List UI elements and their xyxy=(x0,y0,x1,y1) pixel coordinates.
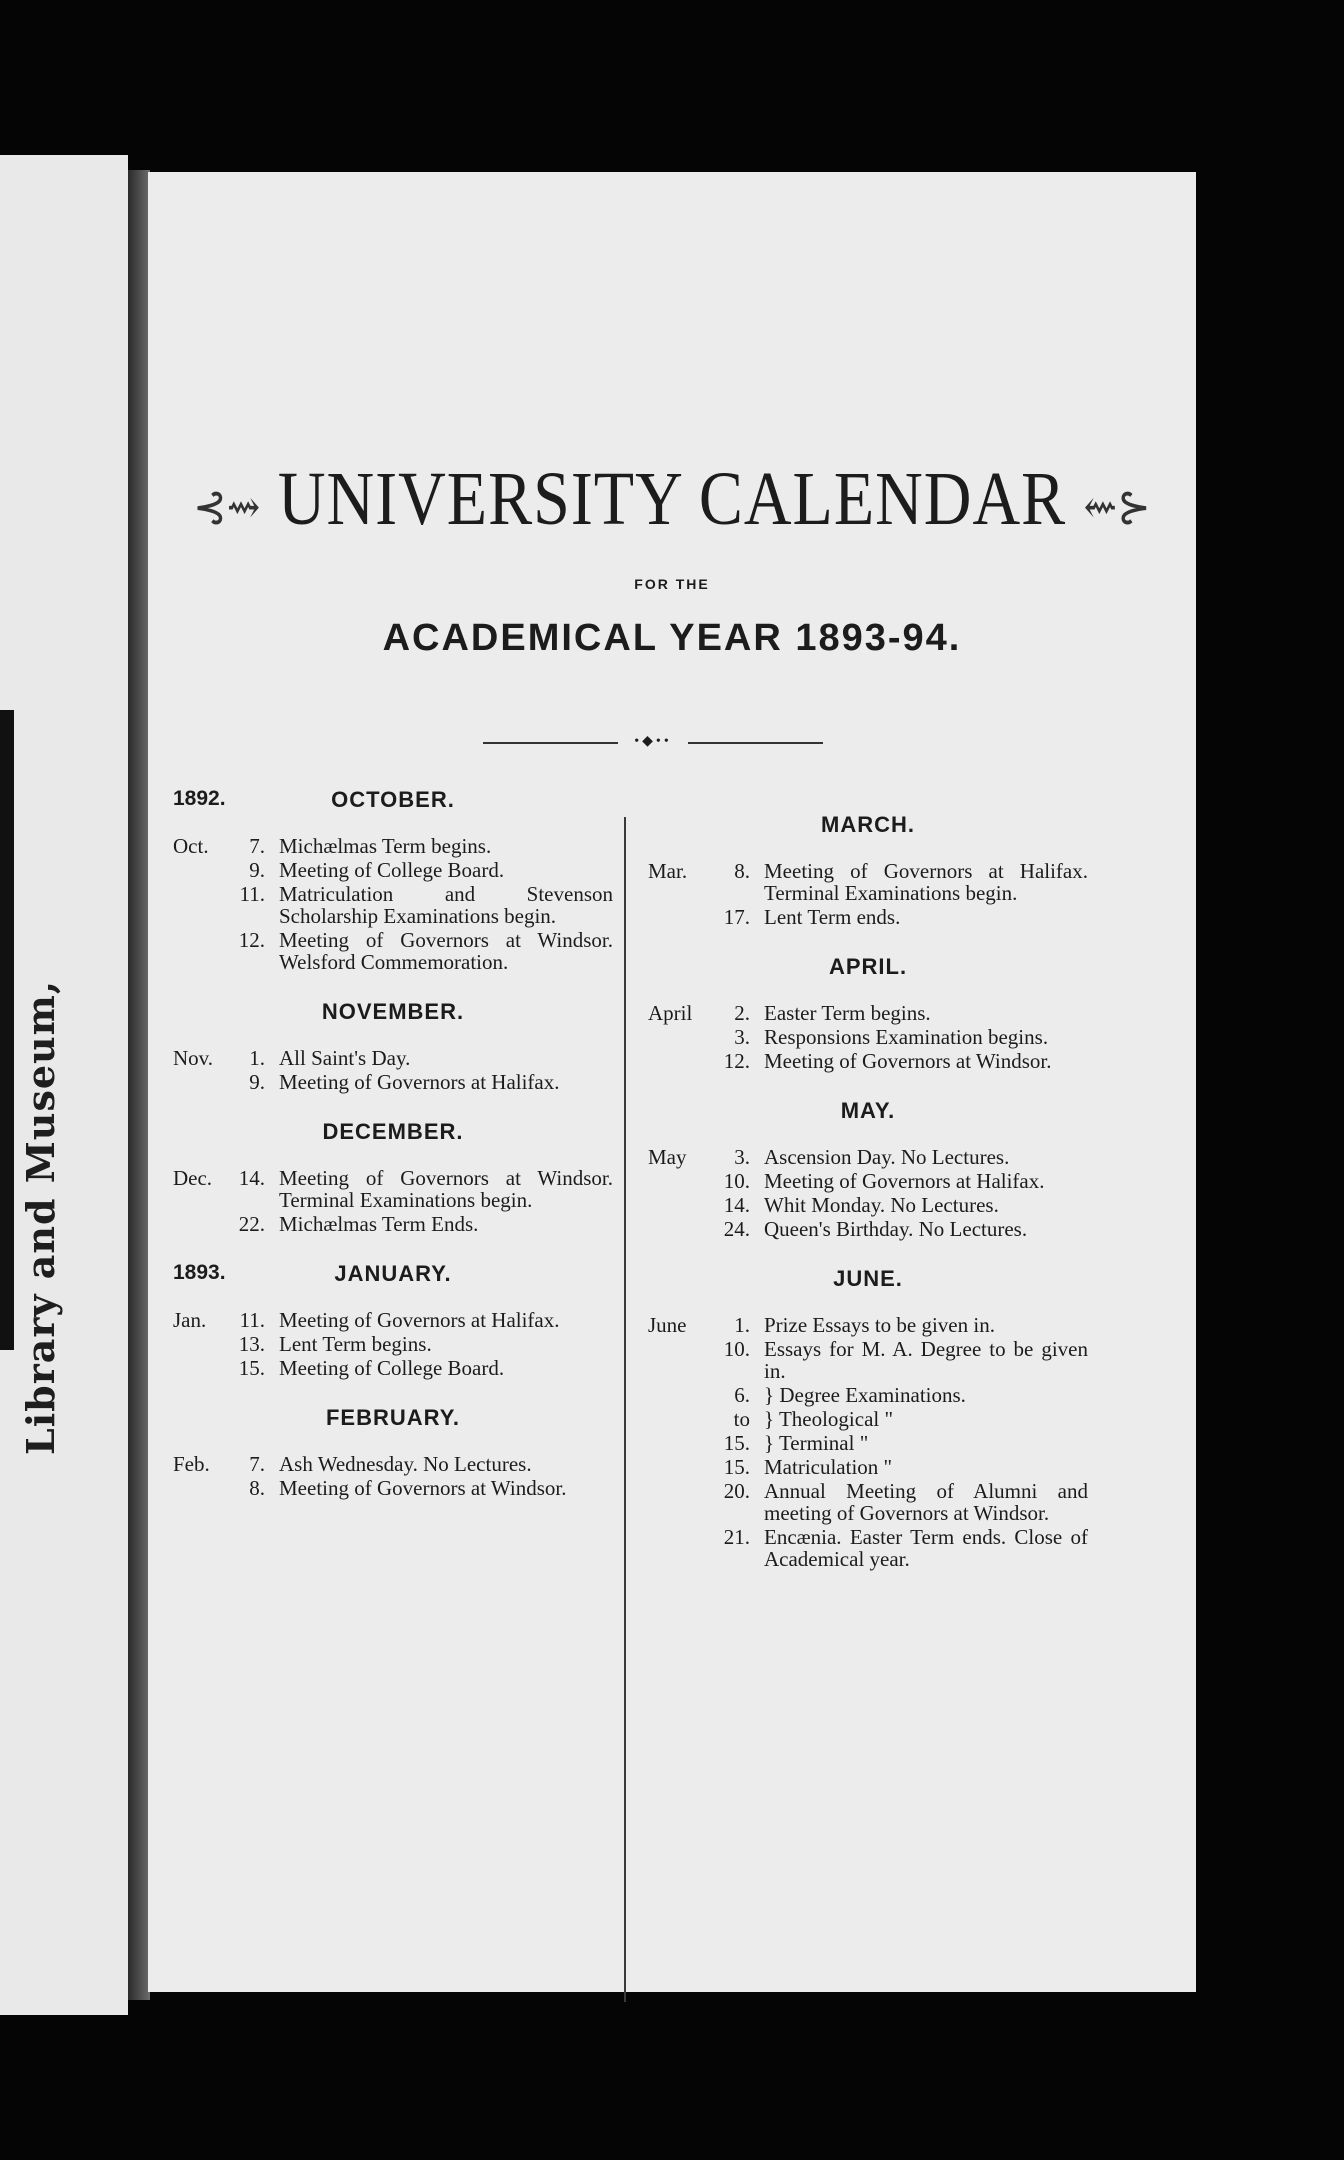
month-heading-row xyxy=(648,1266,1088,1296)
entry-text: } Terminal " xyxy=(764,1431,869,1455)
calendar-entry xyxy=(648,1050,1088,1072)
entry-day: 1. xyxy=(734,1313,750,1337)
column-divider xyxy=(624,817,626,2002)
entry-text: Meeting of College Board. xyxy=(279,1356,505,1380)
month-heading: MARCH. xyxy=(821,812,915,837)
calendar-entry xyxy=(173,1357,613,1379)
entry-month: Jan. xyxy=(173,1308,207,1332)
entry-month: Oct. xyxy=(173,834,209,858)
calendar-entry xyxy=(648,1026,1088,1048)
entry-text: Meeting of Governors at Halifax. xyxy=(279,1070,560,1094)
entry-day: 6. xyxy=(734,1383,750,1407)
calendar-page xyxy=(148,172,1196,1992)
entry-day: 12. xyxy=(238,928,265,952)
entry-month xyxy=(173,929,235,973)
entry-text: Easter Term begins. xyxy=(764,1001,931,1025)
entry-day: 9. xyxy=(249,858,265,882)
month-heading-row xyxy=(173,1261,613,1291)
entry-day: to xyxy=(733,1407,750,1431)
entry-month xyxy=(648,1480,720,1524)
page-title: UNIVERSITY CALENDAR xyxy=(277,457,1067,542)
entry-month xyxy=(173,883,235,927)
calendar-entry xyxy=(648,1314,1088,1336)
entry-month: Nov. xyxy=(173,1046,214,1070)
entry-text: Lent Term ends. xyxy=(764,905,901,929)
entry-text: Queen's Birthday. No Lectures. xyxy=(764,1217,1028,1241)
entry-month xyxy=(648,1338,720,1382)
entry-day: 15. xyxy=(238,1356,265,1380)
entry-day: 21. xyxy=(723,1525,750,1549)
entry-text: Annual Meeting of Alumni and meeting of Governors at Windsor. xyxy=(764,1479,1088,1525)
calendar-entry xyxy=(173,1333,613,1355)
entry-day: 22. xyxy=(238,1212,265,1236)
entry-text: } Theological " xyxy=(764,1407,894,1431)
calendar-entry xyxy=(648,1384,1088,1406)
month-heading-row xyxy=(173,787,613,817)
calendar-entry xyxy=(648,1480,1088,1524)
entry-text: Meeting of Governors at Windsor. xyxy=(279,1476,567,1500)
entry-month xyxy=(173,1477,235,1499)
entry-month xyxy=(173,1071,235,1093)
entry-day: 11. xyxy=(239,1308,265,1332)
page-subtitle: ACADEMICAL YEAR 1893-94. xyxy=(382,617,962,659)
calendar-entry xyxy=(648,1408,1088,1430)
entry-day: 3. xyxy=(734,1145,750,1169)
month-heading: APRIL. xyxy=(828,954,908,979)
entry-month xyxy=(648,1526,720,1570)
entry-month xyxy=(173,859,235,881)
spine-text: Library and Museum, xyxy=(18,979,63,1455)
rule-ornament-icon: •◆•• xyxy=(618,733,688,750)
calendar-entry xyxy=(648,1218,1088,1240)
calendar-entry xyxy=(173,1167,613,1211)
entry-text: } Degree Examinations. xyxy=(764,1383,966,1407)
calendar-entry xyxy=(173,1309,613,1331)
entry-text: Whit Monday. No Lectures. xyxy=(764,1193,999,1217)
calendar-entry xyxy=(648,1002,1088,1024)
entry-day: 8. xyxy=(249,1476,265,1500)
entry-month xyxy=(173,1333,235,1355)
calendar-entry xyxy=(173,859,613,881)
calendar-entry xyxy=(648,1432,1088,1454)
calendar-entry xyxy=(648,1338,1088,1382)
calendar-entry xyxy=(173,1213,613,1235)
calendar-entry xyxy=(173,883,613,927)
calendar-entry xyxy=(648,860,1088,904)
entry-month: June xyxy=(648,1313,687,1337)
entry-month xyxy=(648,1026,720,1048)
calendar-entry xyxy=(648,1194,1088,1216)
entry-text: Meeting of Governors at Windsor. Terminal Examinations begin. xyxy=(279,1166,613,1212)
entry-day: 15. xyxy=(723,1431,750,1455)
calendar-entry xyxy=(648,1526,1088,1570)
month-heading: DECEMBER. xyxy=(322,1119,464,1144)
title-row xyxy=(148,456,1196,543)
entry-text: Lent Term begins. xyxy=(279,1332,432,1356)
entry-text: Matriculation and Stevenson Scholarship Examinations begin. xyxy=(279,882,613,928)
entry-day: 20. xyxy=(723,1479,750,1503)
entry-month xyxy=(173,1213,235,1235)
entry-text: Meeting of Governors at Halifax. Terminal Examinations begin. xyxy=(764,859,1088,905)
entry-text: Meeting of Governors at Halifax. xyxy=(764,1169,1045,1193)
entry-month xyxy=(648,906,720,928)
entry-day: 2. xyxy=(734,1001,750,1025)
entry-month xyxy=(648,1408,720,1430)
entry-day: 14. xyxy=(238,1166,265,1190)
entry-month: Mar. xyxy=(648,859,688,883)
month-heading: JUNE. xyxy=(833,1266,903,1291)
left-ornament-icon: ⊰⇝ xyxy=(193,480,261,533)
entry-day: 9. xyxy=(249,1070,265,1094)
entry-text: Encænia. Easter Term ends. Close of Academical year. xyxy=(764,1525,1088,1571)
calendar-entry xyxy=(648,1170,1088,1192)
month-heading: NOVEMBER. xyxy=(321,999,465,1024)
entry-day: 1. xyxy=(249,1046,265,1070)
calendar-entry xyxy=(173,1071,613,1093)
entry-text: Responsions Examination begins. xyxy=(764,1025,1049,1049)
entry-day: 3. xyxy=(734,1025,750,1049)
entry-day: 7. xyxy=(249,1452,265,1476)
entry-text: Michælmas Term Ends. xyxy=(279,1212,479,1236)
entry-text: All Saint's Day. xyxy=(279,1046,411,1070)
entry-text: Meeting of Governors at Halifax. xyxy=(279,1308,560,1332)
entry-text: Meeting of Governors at Windsor. Welsford Commemoration. xyxy=(279,928,613,974)
entry-text: Ascension Day. No Lectures. xyxy=(764,1145,1010,1169)
entry-month: Dec. xyxy=(173,1166,213,1190)
entry-month xyxy=(648,1170,720,1192)
entry-month xyxy=(648,1194,720,1216)
right-column xyxy=(648,812,1088,1572)
entry-text: Matriculation " xyxy=(764,1455,893,1479)
month-heading-row xyxy=(173,1119,613,1149)
entry-day: 10. xyxy=(723,1169,750,1193)
for-the-label: FOR THE xyxy=(634,576,710,592)
entry-month: Feb. xyxy=(173,1452,210,1476)
entry-month xyxy=(173,1357,235,1379)
book-gutter xyxy=(128,170,150,2000)
month-heading: MAY. xyxy=(840,1098,896,1123)
entry-text: Prize Essays to be given in. xyxy=(764,1313,995,1337)
month-heading: OCTOBER. xyxy=(331,787,455,812)
calendar-entry xyxy=(173,1453,613,1475)
month-heading-row xyxy=(648,1098,1088,1128)
calendar-entry xyxy=(173,1047,613,1069)
month-heading-row xyxy=(648,812,1088,842)
entry-text: Meeting of College Board. xyxy=(279,858,505,882)
entry-day: 17. xyxy=(723,905,750,929)
entry-day: 14. xyxy=(723,1193,750,1217)
entry-text: Meeting of Governors at Windsor. xyxy=(764,1049,1052,1073)
entry-day: 10. xyxy=(723,1337,750,1361)
entry-day: 7. xyxy=(249,834,265,858)
entry-text: Ash Wednesday. No Lectures. xyxy=(279,1452,532,1476)
month-heading: FEBRUARY. xyxy=(325,1405,461,1430)
entry-month xyxy=(648,1050,720,1072)
calendar-entry xyxy=(173,835,613,857)
spine-dark-block xyxy=(0,710,14,1350)
month-heading-row xyxy=(648,954,1088,984)
entry-day: 11. xyxy=(239,882,265,906)
calendar-entry xyxy=(173,1477,613,1499)
calendar-entry xyxy=(648,906,1088,928)
entry-day: 8. xyxy=(734,859,750,883)
entry-month xyxy=(648,1456,720,1478)
adjacent-page xyxy=(0,155,128,2015)
entry-day: 12. xyxy=(723,1049,750,1073)
calendar-entry xyxy=(648,1456,1088,1478)
entry-month: April xyxy=(648,1001,693,1025)
month-heading-row xyxy=(173,1405,613,1435)
calendar-entry xyxy=(648,1146,1088,1168)
entry-day: 15. xyxy=(723,1455,750,1479)
entry-month xyxy=(648,1218,720,1240)
right-ornament-icon: ⇜⊱ xyxy=(1083,480,1151,533)
month-heading-row xyxy=(173,999,613,1029)
entry-text: Essays for M. A. Degree to be given in. xyxy=(764,1337,1088,1383)
entry-day: 13. xyxy=(238,1332,265,1356)
left-column xyxy=(173,787,613,1501)
entry-month xyxy=(648,1384,720,1406)
entry-month: May xyxy=(648,1145,687,1169)
month-heading: JANUARY. xyxy=(334,1261,452,1286)
entry-text: Michælmas Term begins. xyxy=(279,834,492,858)
year-label: 1893. xyxy=(173,1261,226,1284)
year-label: 1892. xyxy=(173,787,226,810)
entry-month xyxy=(648,1432,720,1454)
entry-day: 24. xyxy=(723,1217,750,1241)
calendar-entry xyxy=(173,929,613,973)
